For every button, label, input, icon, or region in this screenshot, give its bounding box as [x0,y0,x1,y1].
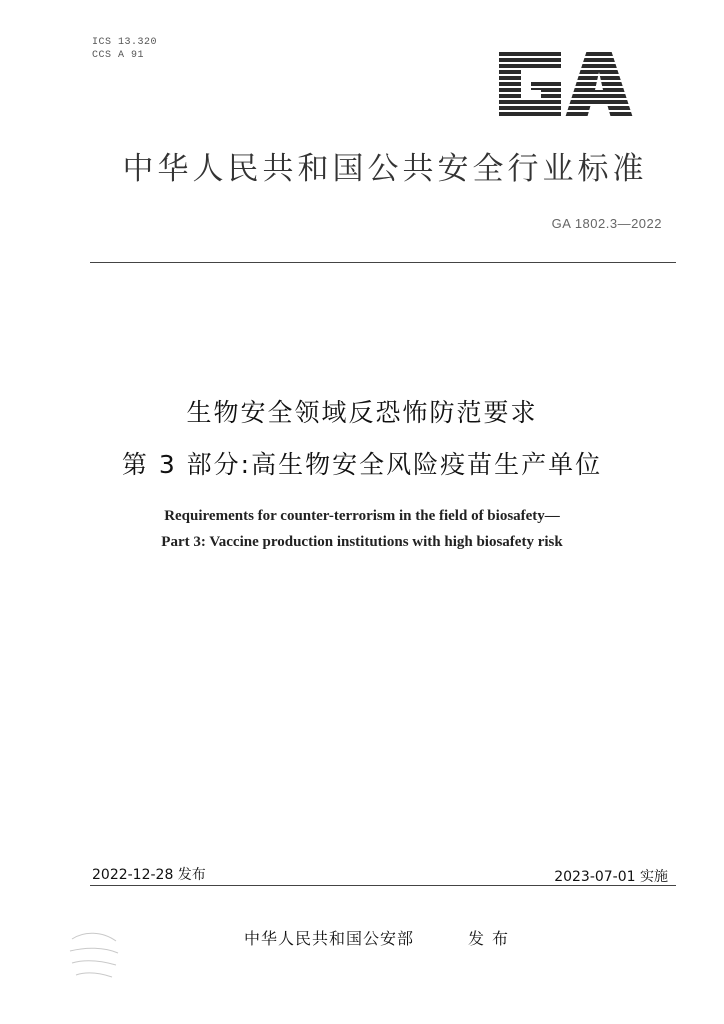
bottom-divider [90,885,676,886]
standard-number: GA 1802.3—2022 [551,216,662,231]
classification-codes [92,36,157,62]
issuing-authority: 中华人民共和国公安部 [244,929,415,948]
standard-category-title: 中华人民共和国公共安全行业标准 [122,151,648,187]
chinese-title-line2: 第 3 部分:高生物安全风险疫苗生产单位 [121,450,603,479]
issued-label: 发布 [468,929,517,948]
ics-code: ICS 13.320 [92,37,158,48]
english-title-line1: Requirements for counter-terrorism in the field of biosafety— [164,508,560,524]
ga-logo [495,46,635,122]
ccs-code: CCS A 91 [92,50,145,61]
english-title-line2: Part 3: Vaccine production institutions with high biosafety risk [161,534,563,550]
chinese-title-line1: 生物安全领域反恐怖防范要求 [186,398,538,427]
top-divider [90,262,676,263]
implementation-date: 2023-07-01 实施 [554,869,668,885]
faint-stamp-mark [66,925,122,985]
issue-date: 2022-12-28 发布 [92,867,206,883]
